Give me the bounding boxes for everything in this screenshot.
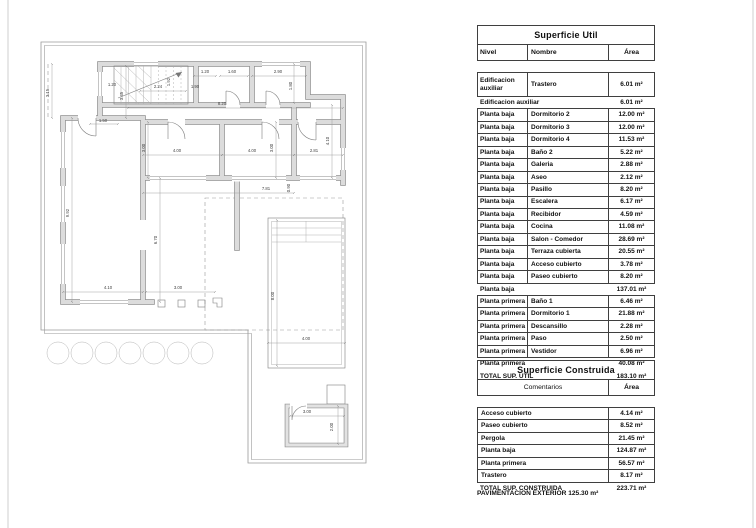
- dimension-label: 2.81: [309, 148, 319, 153]
- cell-nombre: Baño 2: [528, 147, 609, 158]
- dimension-label: 3.15: [45, 88, 50, 98]
- cell-area: 5.22 m²: [620, 148, 643, 156]
- table-header: [477, 379, 655, 396]
- cell-nombre: Aseo: [528, 172, 609, 183]
- dimension-label: 3.00: [269, 143, 274, 153]
- dimension-label: 4.10: [325, 136, 330, 146]
- trastero-building: [287, 385, 346, 445]
- cell-area: 6.17 m²: [620, 198, 643, 206]
- cell-label: TOTAL SUP. UTIL: [480, 372, 534, 380]
- cell-area: 6.46 m²: [620, 297, 643, 305]
- cell-area: 4.14 m²: [620, 409, 643, 417]
- house-walls: [63, 64, 343, 302]
- table-title: Superficie Util: [477, 25, 655, 45]
- dimension-label: 7.81: [261, 186, 271, 191]
- table-row: [477, 133, 655, 146]
- cell-nombre: Salon - Comedor: [528, 234, 609, 245]
- dimension-label: 1.50: [98, 118, 108, 123]
- dimension-label: 0.90: [286, 183, 291, 193]
- table-row: [477, 121, 655, 134]
- cell-area: 21.45 m²: [618, 434, 645, 442]
- column-header-area: Área: [623, 49, 640, 56]
- table-title: Superficie Construida: [477, 360, 655, 380]
- cell-nombre: Paseo cubierto: [528, 271, 609, 282]
- table-row: [477, 158, 655, 171]
- cell-area: 28.69 m²: [618, 235, 645, 243]
- cell-area: 8.17 m²: [620, 472, 643, 480]
- cell-nombre: Paso: [528, 333, 609, 344]
- pavement-footnote: PAVIMENTACION EXTERIOR 125.30 m²: [477, 490, 599, 497]
- stairs: [114, 66, 188, 104]
- cell-area: 6.01 m²: [620, 80, 643, 88]
- table-row: [477, 258, 655, 271]
- superficie-util-table: [477, 25, 655, 383]
- table-row: [477, 419, 655, 432]
- cell-area: 11.08 m²: [618, 223, 645, 231]
- cell-nombre: Dormitorio 2: [528, 109, 609, 120]
- cell-area: 12.00 m²: [618, 111, 645, 119]
- cell-comentario: Paseo cubierto: [478, 420, 609, 431]
- table-row: [477, 307, 655, 320]
- cell-nivel: Planta baja: [478, 259, 528, 270]
- cell-comentario: Trastero: [478, 470, 609, 481]
- cell-area: 56.57 m²: [618, 459, 645, 467]
- cell-nombre: Recibidor: [528, 209, 609, 220]
- table-row: [477, 432, 655, 445]
- cell-nivel: Planta baja: [478, 234, 528, 245]
- cell-comentario: Planta baja: [478, 445, 609, 456]
- table-row: [477, 295, 655, 308]
- dimension-label: 4.00: [172, 148, 182, 153]
- cell-area: 6.01 m²: [620, 98, 643, 106]
- table-row: [477, 233, 655, 246]
- table-row: [477, 457, 655, 470]
- cell-nivel: Planta baja: [478, 221, 528, 232]
- cell-nivel: Planta baja: [478, 172, 528, 183]
- cell-comentario: Pergola: [478, 433, 609, 444]
- cell-nombre: Vestidor: [528, 346, 609, 357]
- cell-area: 40.08 m²: [618, 360, 645, 368]
- cell-area: 124.87 m²: [616, 447, 647, 455]
- dimension-label: 9.92: [65, 208, 70, 218]
- table-header: [477, 44, 655, 61]
- dimension-label: 2.24: [153, 84, 163, 89]
- cell-nivel: Planta baja: [478, 122, 528, 133]
- cell-nivel: Planta primera: [478, 333, 528, 344]
- dimension-label: 8.00: [270, 291, 275, 301]
- table-row: [477, 469, 655, 482]
- column-header-nombre: Nombre: [528, 45, 609, 60]
- cell-area: 8.20 m²: [620, 186, 643, 194]
- dimension-label: 1.20: [107, 82, 117, 87]
- table-row: [477, 196, 655, 209]
- cell-area: 3.78 m²: [620, 260, 643, 268]
- cell-area: 183.10 m²: [616, 372, 647, 380]
- cell-nivel: Planta baja: [478, 209, 528, 220]
- cell-nombre: Descansillo: [528, 321, 609, 332]
- table-row: [477, 72, 655, 97]
- tree-circles: [47, 342, 213, 364]
- dimension-label: 6.70: [153, 235, 158, 245]
- doors: [78, 91, 316, 250]
- cell-nivel: Planta baja: [478, 147, 528, 158]
- cell-comentario: Planta primera: [478, 458, 609, 469]
- table-row: [477, 345, 655, 358]
- cell-nombre: Dormitorio 4: [528, 134, 609, 145]
- table-row: [477, 171, 655, 184]
- terrace-pillars: [158, 298, 222, 307]
- table-row: [477, 146, 655, 159]
- cell-area: 12.00 m²: [618, 123, 645, 131]
- superficie-construida-table: [477, 360, 655, 495]
- cell-area: 2.12 m²: [620, 173, 643, 181]
- table-row: [477, 208, 655, 221]
- cell-nivel: Planta primera: [478, 346, 528, 357]
- cell-area: 4.59 m²: [620, 210, 643, 218]
- dimension-label: 1.92: [166, 77, 171, 87]
- table-row: [477, 270, 655, 283]
- dimension-label: 1.90: [190, 84, 200, 89]
- cell-area: 21.88 m²: [618, 310, 645, 318]
- cell-nivel: Planta baja: [478, 197, 528, 208]
- cell-nivel: Planta baja: [478, 271, 528, 282]
- table-row: [477, 220, 655, 233]
- cell-area: 2.28 m²: [620, 322, 643, 330]
- cell-nivel: Planta primera: [478, 308, 528, 319]
- dimension-label: 4.10: [103, 285, 113, 290]
- cell-nivel: Planta baja: [478, 184, 528, 195]
- pool: [268, 218, 345, 368]
- cell-area: 6.96 m²: [620, 347, 643, 355]
- dimension-label: 1.60: [227, 69, 237, 74]
- dimension-label: 2.90: [273, 69, 283, 74]
- cell-area: 2.88 m²: [620, 161, 643, 169]
- cell-nivel: Planta baja: [478, 109, 528, 120]
- table-row: [477, 332, 655, 345]
- cell-nivel: Planta baja: [478, 246, 528, 257]
- dimension-label: 3.00: [141, 143, 146, 153]
- cell-area: 137.01 m²: [616, 285, 647, 293]
- cell-label: Planta baja: [480, 285, 515, 293]
- cell-nombre: Terraza cubierta: [528, 246, 609, 257]
- dimension-label: 1.20: [200, 69, 210, 74]
- cell-area: 11.53 m²: [618, 136, 645, 144]
- cell-label: Planta primera: [480, 360, 526, 368]
- cell-nombre: Baño 1: [528, 296, 609, 307]
- cell-nombre: Trastero: [528, 73, 609, 96]
- cell-area: 8.20 m²: [620, 273, 643, 281]
- column-header-comentarios: Comentarios: [478, 380, 609, 395]
- cell-nombre: Pasillo: [528, 184, 609, 195]
- table-row: [477, 108, 655, 121]
- cell-label: TOTAL SUP. CONSTRUIDA: [480, 484, 563, 492]
- cell-area: 223.71 m²: [616, 484, 647, 492]
- cell-area: 8.52 m²: [620, 422, 643, 430]
- table-body: [477, 72, 655, 383]
- cell-nivel: Planta baja: [478, 134, 528, 145]
- table-row: [477, 320, 655, 333]
- cell-nombre: Galeria: [528, 159, 609, 170]
- table-body: [477, 407, 655, 495]
- cell-nombre: Escalera: [528, 197, 609, 208]
- cell-nombre: Acceso cubierto: [528, 259, 609, 270]
- table-subtotal-row: [477, 283, 655, 296]
- table-row: [477, 183, 655, 196]
- dimension-label: 8.20: [217, 101, 227, 106]
- table-row: [477, 444, 655, 457]
- cell-label: Edificacion auxiliar: [480, 98, 540, 106]
- dimension-label: 2.00: [329, 422, 334, 432]
- cell-area: 20.55 m²: [618, 248, 645, 256]
- cell-nivel: Planta primera: [478, 321, 528, 332]
- cell-nombre: Dormitorio 1: [528, 308, 609, 319]
- cell-nombre: Cocina: [528, 221, 609, 232]
- dimension-label: 4.00: [247, 148, 257, 153]
- dimension-label: 4.00: [301, 336, 311, 341]
- cell-comentario: Acceso cubierto: [478, 408, 609, 419]
- column-header-area: Área: [623, 384, 640, 391]
- cell-nivel: Planta primera: [478, 296, 528, 307]
- dimension-label: 3.00: [173, 285, 183, 290]
- dimension-label: 1.80: [288, 81, 293, 91]
- dimension-label: 3.45: [119, 91, 124, 101]
- column-header-nivel: Nivel: [478, 45, 528, 60]
- cell-nivel: Planta baja: [478, 159, 528, 170]
- table-subtotal-row: [477, 96, 655, 109]
- cell-nombre: Dormitorio 3: [528, 122, 609, 133]
- table-row: [477, 407, 655, 420]
- cell-nivel: Edificacion auxiliar: [478, 73, 528, 96]
- dimension-label: 3.00: [302, 409, 312, 414]
- table-row: [477, 245, 655, 258]
- cell-area: 2.50 m²: [620, 335, 643, 343]
